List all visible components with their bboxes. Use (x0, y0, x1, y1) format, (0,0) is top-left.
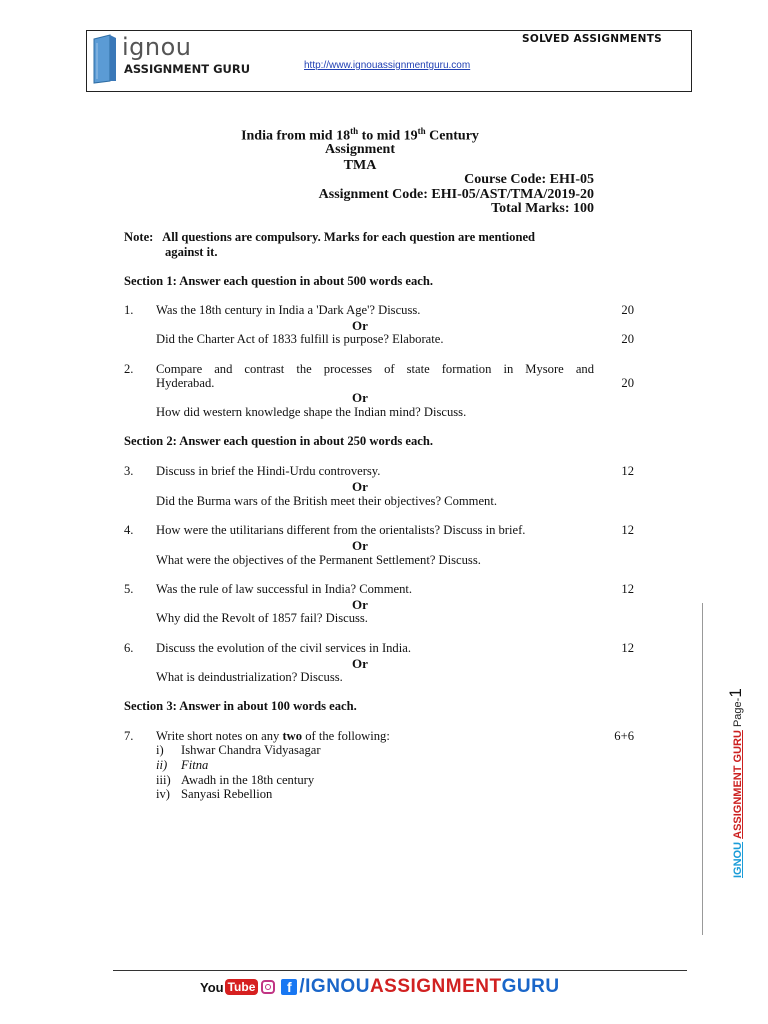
question-marks: 12 (621, 464, 634, 478)
question-marks: 6+6 (614, 729, 634, 743)
assignment-code: Assignment Code: EHI-05/AST/TMA/2019-20 (318, 187, 594, 202)
side-brand-ignou: IGNOU (732, 841, 744, 878)
question-text-cont: Hyderabad. (156, 376, 215, 390)
question-alt-text: What is deindustrialization? Discuss. (156, 670, 343, 684)
question-number: 2. (124, 362, 134, 376)
assignment-label: Assignment (324, 142, 395, 157)
sub-item-text: Fitna (181, 758, 209, 772)
logo-subtitle: ASSIGNMENT GURU (124, 62, 251, 76)
question-marks: 20 (621, 332, 634, 346)
side-brand-guru: ASSIGNMENT GURU (732, 730, 744, 839)
website-link[interactable]: http://www.ignouassignmentguru.com (304, 60, 471, 71)
facebook-icon[interactable]: f (281, 979, 297, 995)
side-divider (702, 603, 703, 935)
section-2-heading: Section 2: Answer each question in about 250 words each. (124, 434, 434, 448)
or-label: Or (352, 538, 368, 553)
sub-item-number: i) (156, 743, 164, 757)
sub-item-number: iv) (156, 787, 170, 801)
or-label: Or (352, 318, 368, 333)
sub-item-number: iii) (156, 773, 171, 787)
question-text: How were the utilitarians different from the orientalists? Discuss in brief. (156, 523, 526, 537)
question-text: Was the rule of law successful in India? Comment. (156, 582, 413, 596)
course-code: Course Code: EHI-05 (464, 172, 594, 187)
total-marks: Total Marks: 100 (491, 201, 594, 216)
question-alt-text: How did western knowledge shape the Indian mind? Discuss. (156, 405, 467, 419)
or-label: Or (352, 656, 368, 671)
note-line-1: Note: All questions are compulsory. Marks for each question are mentioned (124, 230, 536, 244)
question-marks: 12 (621, 523, 634, 537)
social-footer (200, 975, 560, 999)
tma-label: TMA (343, 158, 377, 173)
question-alt-text: Why did the Revolt of 1857 fail? Discuss. (156, 611, 368, 625)
question-marks: 12 (621, 582, 634, 596)
question-text: Write short notes on any two of the following: (156, 729, 390, 743)
solved-assignments-label: SOLVED ASSIGNMENTS (522, 33, 663, 45)
section-3-heading: Section 3: Answer in about 100 words each. (124, 699, 357, 713)
or-label: Or (352, 479, 368, 494)
sub-item-number: ii) (156, 758, 168, 772)
side-page-marker (726, 688, 746, 878)
question-number: 7. (124, 729, 134, 743)
question-text: Was the 18th century in India a 'Dark Age'? Discuss. (156, 303, 421, 317)
question-alt-text: Did the Burma wars of the British meet their objectives? Comment. (156, 494, 498, 508)
youtube-tube-label: Tube (225, 979, 259, 995)
page-label: Page- (732, 697, 744, 728)
sub-item-text: Ishwar Chandra Vidyasagar (181, 743, 321, 757)
or-label: Or (352, 597, 368, 612)
question-marks: 12 (621, 641, 634, 655)
question-number: 3. (124, 464, 134, 478)
section-1-heading: Section 1: Answer each question in about 500 words each. (124, 274, 434, 288)
footer-divider (113, 970, 687, 971)
question-number: 1. (124, 303, 134, 317)
book-logo-icon (92, 33, 118, 85)
question-number: 6. (124, 641, 134, 655)
document-title: India from mid 18th to mid 19th Century (241, 126, 479, 144)
social-handle: /IGNOUASSIGNMENTGURU (299, 976, 560, 997)
question-text: Compare and contrast the processes of state formation in Mysore and (156, 362, 594, 376)
note-line-2: against it. (165, 245, 218, 259)
question-alt-text: Did the Charter Act of 1833 fulfill is purpose? Elaborate. (156, 332, 444, 346)
youtube-icon[interactable]: You (200, 979, 224, 995)
question-marks: 20 (621, 376, 634, 390)
or-label: Or (352, 390, 368, 405)
question-number: 5. (124, 582, 134, 596)
instagram-icon[interactable] (261, 980, 275, 994)
sub-item-text: Sanyasi Rebellion (181, 787, 273, 801)
question-alt-text: What were the objectives of the Permanent Settlement? Discuss. (156, 553, 481, 567)
logo-text: ignou (122, 33, 192, 61)
question-marks: 20 (621, 303, 634, 317)
question-number: 4. (124, 523, 134, 537)
question-text: Discuss in brief the Hindi-Urdu controversy. (156, 464, 381, 478)
sub-item-text: Awadh in the 18th century (181, 773, 315, 787)
page-number: 1 (726, 688, 745, 698)
question-text: Discuss the evolution of the civil services in India. (156, 641, 411, 655)
